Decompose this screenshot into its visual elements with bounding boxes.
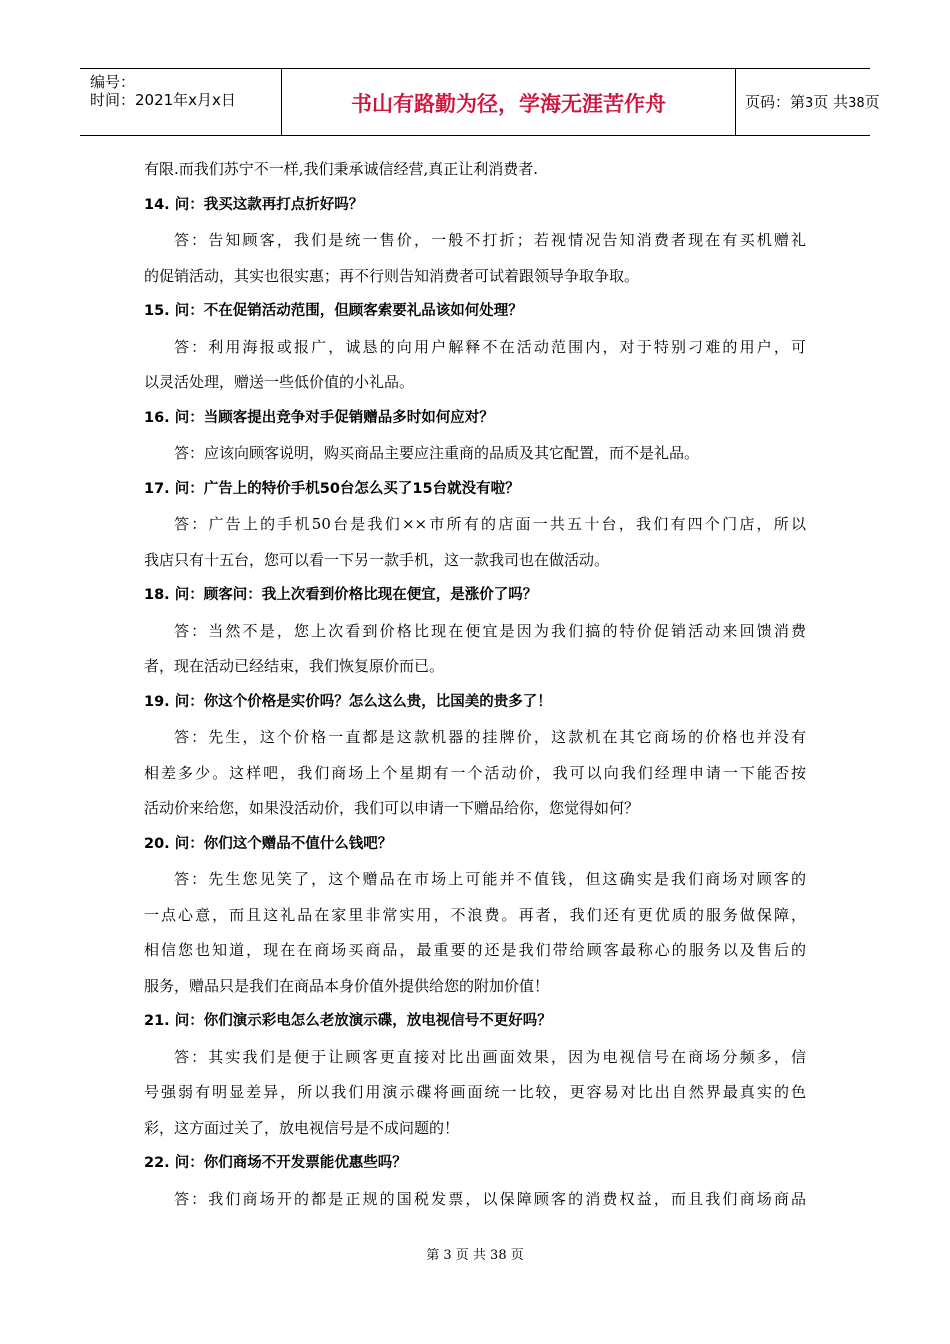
body-line: 的促销活动，其实也很实惠；再不行则告知消费者可试着跟领导争取争取。	[144, 266, 640, 285]
answer-line: 答：告知顾客，我们是统一售价，一般不打折；若视情况告知消费者现在有买机赠礼	[174, 231, 806, 249]
page-header	[80, 68, 880, 136]
motto-text: 书山有路勤为径，学海无涯苦作舟	[351, 92, 666, 116]
body-line: 服务，赠品只是我们在商品本身价值外提供给您的附加价值！	[144, 976, 550, 995]
answer-line: 答：我们商场开的都是正规的国税发票，以保障顾客的消费权益，而且我们商场商品	[174, 1189, 806, 1208]
answer-line: 答：其实我们是便于让顾客更直接对比出画面效果，因为电视信号在商场分频多，信	[174, 1047, 806, 1066]
serial-label: 编号：	[90, 73, 136, 91]
page-code-total: 38	[848, 96, 865, 111]
body-line: 一点心意，而且这礼品在家里非常实用，不浪费。再者，我们还有更优质的服务做保障，	[144, 905, 806, 924]
body-line: 相差多少。这样吧，我们商场上个星期有一个活动价，我可以向我们经理申请一下能否按	[144, 763, 806, 782]
answer-line: 答：广告上的手机50台是我们××市所有的店面一共五十台，我们有四个门店，所以	[174, 515, 806, 533]
question-line: 19. 问：你这个价格是实价吗？怎么这么贵，比国美的贵多了！	[144, 693, 552, 710]
answer-line: 答：先生，这个价格一直都是这款机器的挂牌价，这款机在其它商场的价格也并没有	[174, 728, 806, 746]
header-info-cell	[80, 69, 281, 135]
answer-line: 答：利用海报或报广，诚恳的向用户解释不在活动范围内，对于特别刁难的用户，可	[174, 337, 806, 356]
body-line: 号强弱有明显差异，所以我们用演示碟将画面统一比较，更容易对比出自然界最真实的色	[144, 1083, 806, 1101]
page-code-suffix: 页	[864, 93, 880, 111]
page-code-current: 3	[805, 96, 814, 111]
body-line: 活动价来给您，如果没活动价，我们可以申请一下赠品给你，您觉得如何？	[144, 799, 640, 817]
question-line: 21. 问：你们演示彩电怎么老放演示碟，放电视信号不更好吗？	[144, 1013, 552, 1029]
body-line: 以灵活处理，赠送一些低价值的小礼品。	[144, 373, 415, 391]
question-line: 18. 问：顾客问：我上次看到价格比现在便宜，是涨价了吗？	[144, 587, 538, 603]
question-line: 15. 问：不在促销活动范围，但顾客索要礼品该如何处理？	[144, 303, 523, 319]
question-line: 20. 问：你们这个赠品不值什么钱吧？	[144, 835, 393, 852]
page-code-mid: 页 共	[813, 93, 849, 111]
answer-line: 答：应该向顾客说明，购买商品主要应注重商的品质及其它配置，而不是礼品。	[174, 444, 700, 462]
page-footer: 第 3 页 共 38 页	[426, 1248, 524, 1263]
question-line: 16. 问：当顾客提出竞争对手促销赠品多时如何应对？	[144, 409, 494, 426]
answer-line: 答：当然不是，您上次看到价格比现在便宜是因为我们搞的特价促销活动来回馈消费	[174, 621, 806, 640]
page-code-prefix: 页码：第	[745, 93, 806, 111]
header-page-cell	[736, 69, 880, 135]
time-label: 时间：2021年x月x日	[90, 91, 236, 109]
answer-line: 答：先生您见笑了，这个赠品在市场上可能并不值钱，但这确实是我们商场对顾客的	[174, 870, 806, 888]
body-line: 彩，这方面过关了，放电视信号是不成问题的！	[144, 1118, 460, 1137]
body-line: 我店只有十五台，您可以看一下另一款手机，这一款我司也在做活动。	[144, 550, 610, 569]
page-code	[745, 93, 880, 113]
body-line: 有限.而我们苏宁不一样,我们秉承诚信经营,真正让利消费者.	[144, 160, 539, 178]
document-body	[144, 152, 806, 1217]
question-line: 22. 问：你们商场不开发票能优惠些吗？	[144, 1155, 407, 1171]
body-line: 者，现在活动已经结束，我们恢复原价而已。	[144, 657, 445, 675]
body-line: 相信您也知道，现在在商场买商品，最重要的还是我们带给顾客最称心的服务以及售后的	[144, 941, 806, 959]
question-line: 14. 问：我买这款再打点折好吗？	[144, 196, 364, 213]
question-line: 17. 问：广告上的特价手机50台怎么买了15台就没有啦？	[144, 480, 520, 497]
header-motto-cell	[281, 69, 736, 135]
